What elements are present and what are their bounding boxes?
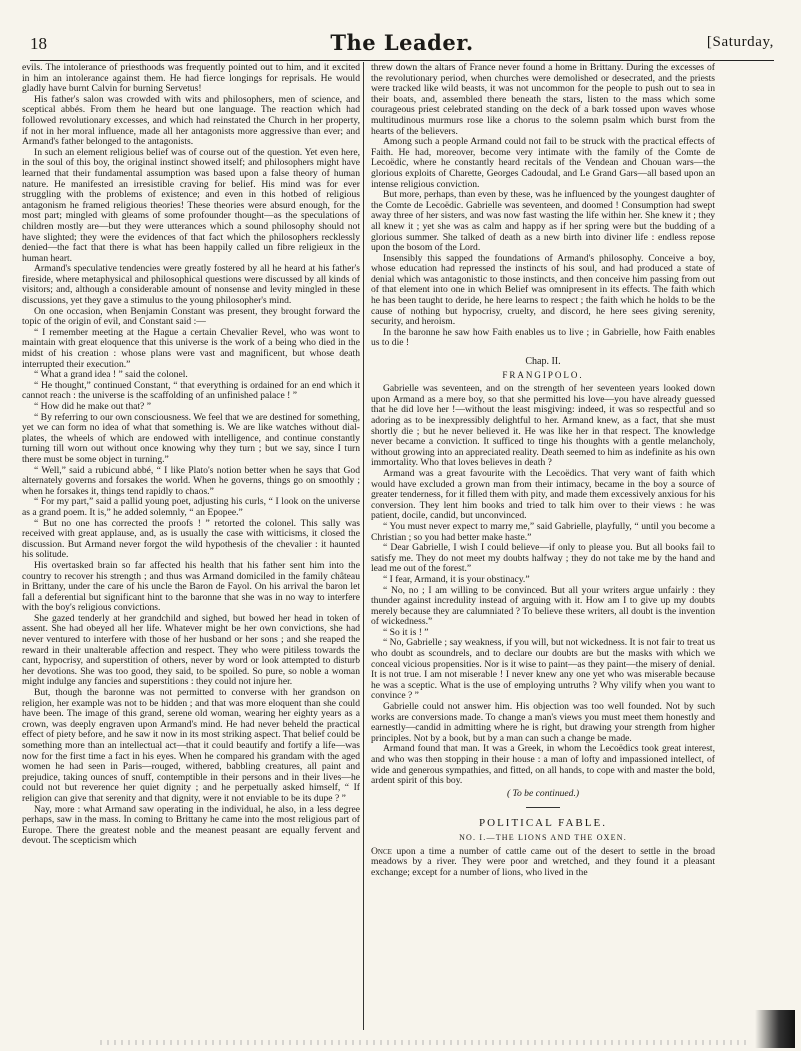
paragraph: “ Dear Gabrielle, I wish I could believe—if only to please you. But all books fail to satisfy me. They do not meet my doubts halfway ; they do not take me by the hand and lead me out of the forest.” [371, 542, 715, 575]
scan-noise [100, 1040, 750, 1045]
paragraph: “ No, no ; I am willing to be convinced. But all your writers argue unfairly : they thunder against incredulity instead of arguing with it. How am I to give up my doubts merely because they are calumniated ? To believe these writers, all doubt is the invention of wickedness.” [371, 584, 715, 628]
paragraph: His overtasked brain so far affected his health that his father sent him into the country to recover his strength ; and thus was Armand domiciled in the family château in Brittany, under the care of his uncle the Baron de Fayol. On his arrival the baron let fall a deferential but significant hint to the baronne that she was in no way to interfere with the boy's religious convictions. [22, 559, 360, 614]
paragraph: “ Well,” said a rubicund abbé, “ I like Plato's notion better when he says that God alternately governs and forsakes the world. When he governs, things go on smoothly ; when he forsakes it, things tend rapidly to chaos.” [22, 464, 360, 497]
paragraph: Among such a people Armand could not fail to be struck with the practical effects of Faith. He had, moreover, become very intimate with the family of the Comte de Lecoëdic, where he constantly heard recitals of the Vendean and Chouan wars—the glorious exploits of Charette, Georges Cadoudal, and Le Grand Gars—all based upon an intense religious conviction. [371, 136, 715, 190]
paragraph: On one occasion, when Benjamin Constant was present, they brought forward the topic of the origin of evil, and Constant said :— [22, 305, 360, 328]
header-rule [30, 60, 774, 61]
paragraph: Gabrielle was seventeen, and on the strength of her seventeen years looked down upon Armand as a mere boy, so that she permitted his love—you have already guessed that he did love her !—without the least misgiving: indeed, it was so respectful and so adoring as to be inexpressibly delightful to her. Armand knew, as a fact, that she must shortly die ; but he never believed it. He was like her in that respect. The knowledge never became a conviction. It sufficed to tinge his thoughts with a gentle melancholy, without growing into an appreciated reality. Death seemed to him as indefinite as his own immortality. Who that loves believes in death ? [371, 383, 715, 469]
fable-title: POLITICAL FABLE. [479, 817, 607, 830]
section-divider [526, 807, 560, 808]
paragraph: Armand was a great favourite with the Lecoëdics. That very want of faith which would have excluded a grown man from their intimacy, became in the boy a source of greater tenderness, for it filled them with pity, and made them excessively anxious for his conversion. They lent him books and tried to talk him over to their views : he was patient, docile, candid, but unconvinced. [371, 467, 715, 522]
continued-note: ( To be continued.) [506, 787, 580, 799]
paragraph: But, though the baronne was not permitted to converse with her grandson on religion, her example was not to be hidden ; and that was more eloquent than she could have been. The image of this grand, serene old woman, wearing her eighty years as a crown, was deeply engraven upon Armand's mind. He had never beheld the practical effect of piety before, and he saw it now in its most striking aspect. That belief could be something more than an intellectual act—that it could beautify and fortify a life—was now for the first time a fact in his eyes. When he compared his grandam with the aged women he had seen in Paris—rouged, withered, babbling creatures, all paint and prejudice, taking ounces of snuff, contemptible in their persons and in their lives—he could not but reverence her quiet dignity ; and he perpetually asked himself, “ If religion can give that serenity and that dignity, were it not enviable to be its dupe ? ” [22, 687, 360, 804]
paragraph: “ For my part,” said a pallid young poet, adjusting his curls, “ I look on the universe as a grand poem. It is,” he added solemnly, “ an Epopee.” [22, 496, 360, 518]
paragraph: “ By referring to our own consciousness. We feel that we are destined for something, yet we can form no idea of what that something is. We are like watches without dial-plates, the wheels of which are endowed with intelligence, and continue constantly turning till worn out without once knowing why they turn ; but we say, since I turn there must be some object in turning.” [22, 411, 360, 465]
page-edge-shadow [755, 1010, 795, 1048]
paragraph: But more, perhaps, than even by these, was he influenced by the youngest daughter of the Comte de Lecoëdic. Gabrielle was seventeen, and doomed ! Consumption had swept away three of her sisters, and was now fast wasting the life within her. She knew it ; they all knew it ; yet she was as calm and happy as if her spring were but the budding of a glorious summer. She talked of death as a new birth into diviner life : endless repose upon the bosom of the Lord. [371, 189, 715, 254]
paragraph: “ I fear, Armand, it is your obstinacy.” [383, 573, 530, 585]
paragraph: “ You must never expect to marry me,” said Gabrielle, playfully, “ until you become a Christian ; so you had better make haste.” [371, 520, 715, 543]
right-paragraphs [371, 63, 715, 349]
chapter-paragraphs [371, 384, 715, 787]
column-divider [363, 62, 364, 1030]
paragraph: Insensibly this sapped the foundations of Armand's philosophy. Conceive a boy, whose education had repressed the instincts of his soul, and had produced a state of denial which was antagonistic to those instincts, and then conceive him passing from out of that element into one in which Belief was omnipresent in its effects. The faith which he has been taught to deride, he here learns to respect ; the faith which he holds to be the cause of nothing but hypocrisy, cruelty, and discord, he here sees giving serenity, security, and heroism. [371, 252, 715, 328]
paragraph: Gabrielle could not answer him. His objection was too well founded. Not by such works are conversions made. To change a man's views you must meet them honestly and earnestly—candid in admitting where he is right, but drawing your strength from higher principles. Not by a book, but by a man can such a change be made. [371, 701, 715, 744]
paragraph: “ I remember meeting at the Hague a certain Chevalier Revel, who was wont to maintain with great eloquence that this universe is the work of a being who died in the midst of his creation : whose plans were vast and magnificent, but whose death interrupted their execution.” [22, 326, 360, 370]
paragraph: She gazed tenderly at her grandchild and sighed, but bowed her head in token of assent. She had obeyed all her life. Whatever might be her own convictions, she had never ventured to interfere with those of her husband or her sons ; and she reaped the reward in their unalterable affection and respect. They who were pitiless towards the cant, hypocrisy, and superstition of others, never by word or look attempted to disturb her devotions. She was too good, they said, to be spoiled. So pure, so noble a woman might indulge any fancies and superstitions : they could not injure her. [22, 612, 360, 688]
left-column [22, 63, 360, 1028]
fable-subtitle: NO. I.—THE LIONS AND THE OXEN. [459, 832, 627, 842]
issue-day: [Saturday, [706, 34, 774, 50]
fable-text: upon a time a number of cattle came out of the desert to settle in the broad meadows by a river. They were poor and wretched, and they found it a pleasant exchange; except for a number of lions, who lived in the [371, 845, 715, 878]
paragraph: evils. The intolerance of priesthoods was frequently pointed out to him, and it excited in him an intolerance against them. He had fierce longings for reprisals. He would gladly have burnt Calvin for burning Servetus! [22, 63, 360, 95]
fable-paragraph [371, 847, 715, 879]
paragraph: In the baronne he saw how Faith enables us to live ; in Gabrielle, how Faith enables us to die ! [371, 326, 715, 349]
paragraph: “ What a grand idea ! ” said the colonel. [34, 369, 188, 381]
chapter-heading: Chap. II. [525, 356, 561, 368]
paragraph: “ So it is ! ” [383, 626, 429, 638]
paragraph: His father's salon was crowded with wits and philosophers, men of science, and sceptical abbés. From them he heard but one language. The reaction which had followed revolutionary excesses, and which had reinstated the Church in her property, if not in her moral influence, made all her antagonists more aggressive than ever; and Armand's father belonged to the antagonists. [22, 93, 360, 148]
paragraph: “ But no one has corrected the proofs ! ” retorted the colonel. This sally was received with great applause, and, as is usually the case with witticisms, it closed the discussion. But Armand never forgot the wild hypothesis of the chevalier : it haunted his solitude. [22, 517, 360, 561]
chapter-subheading: FRANGIPOLO. [502, 369, 584, 380]
paragraph: threw down the altars of France never found a home in Brittany. During the excesses of the revolutionary period, when churches were demolished or desecrated, and the priests were tracked like wild beasts, it was not uncommon for the people to push out to sea in their boats, and, assembled there beneath the stars, listen to the mass which some courageous priest celebrated standing on the deck of a bark tossed upon waves whose multitudinous murmurs rose like a chorus to the solemn psalm which burst from the hearts of the believers. [371, 63, 715, 137]
paragraph: Nay, more : what Armand saw operating in the individual, he also, in a less degree perhaps, saw in the mass. In coming to Brittany he came into the most religious part of Europe. There the greatest noble and the meanest peasant are equally fervent and devout. The scepticism which [22, 803, 360, 847]
page-header [30, 30, 774, 58]
right-column [371, 63, 715, 1028]
paragraph: Armand found that man. It was a Greek, in whom the Lecoëdics took great interest, and who was then stopping in their house : a man of lofty and impassioned intellect, of wide and generous sympathies, and fitted, on all hands, to cope with and master the bold, ardent spirit of this boy. [371, 743, 715, 787]
paragraph: “ He thought,” continued Constant, “ that everything is ordained for an end which it cannot reach : the universe is the scaffolding of an unfinished palace ! ” [22, 379, 360, 402]
paragraph: Armand's speculative tendencies were greatly fostered by all he heard at his father's fireside, where metaphysical and philosophical questions were discussed by all kinds of visitors; and, although a considerable amount of nonsense and levity mingled in these discussions, yet they gave a stimulus to the young philosopher's mind. [22, 263, 360, 307]
page-number: 18 [30, 34, 47, 53]
paragraph: “ How did he make out that? ” [34, 401, 151, 412]
paragraph: “ No, Gabrielle ; say weakness, if you will, but not wickedness. It is not fair to treat us who doubt as scoundrels, and to declare our doubts are but the masks with which we conceal vicious propensities. Nor is it wise to paint—as they paint—the misery of denial. It is not true. I am not miserable ! I never knew any one yet who was miserable because he was a sceptic. What is the use of employing untruths ? Why vilify when you want to convince ? ” [371, 637, 715, 702]
masthead-title: The Leader. [330, 30, 474, 55]
fable-lead-word: Once [371, 845, 392, 857]
paragraph: In such an element religious belief was of course out of the question. Yet even here, in the soul of this boy, the original instinct showed itself; and philosophers might have learned that their fundamental assumption was based upon a false theory of human nature. He manifested an irresistible craving for belief. His mind was for ever struggling with the problems of existence; and even in this hotbed of religious antagonism he framed religious theories! These theories were absurd enough, for the most part; mingled with gleams of some profounder thought—as the speculations of children mostly are—but they were utterances which a sound philosophy should not have slighted; they were the evidences of that fact which the philosophers recklessly denied—the fact that there is what has been happily called un fibre religieux in the human heart. [22, 146, 360, 264]
